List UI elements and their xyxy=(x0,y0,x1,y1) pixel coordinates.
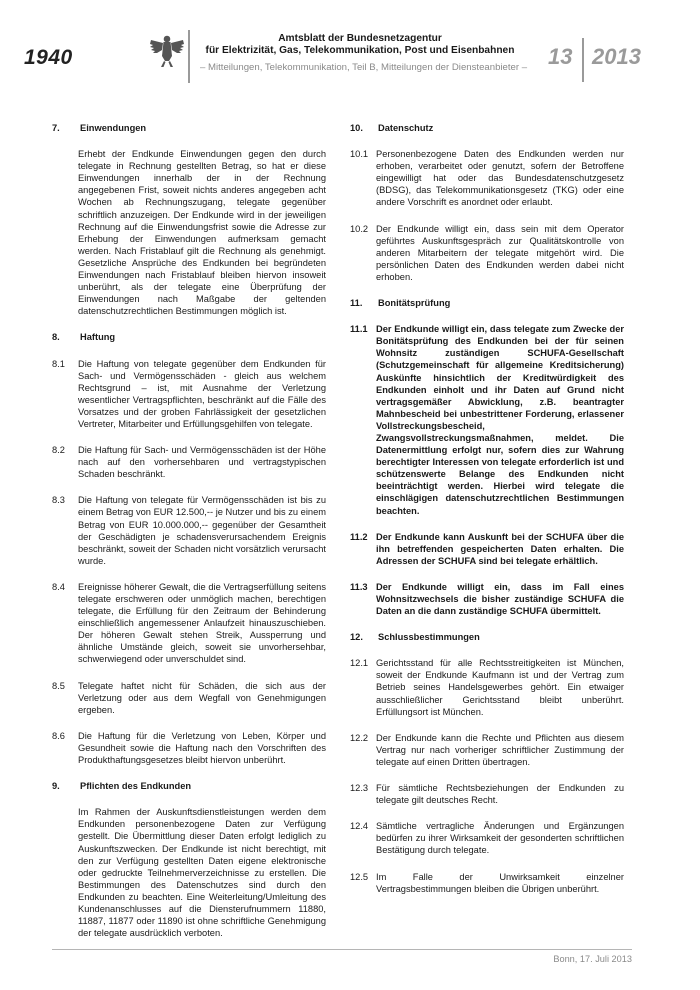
section-title: Einwendungen xyxy=(80,123,147,133)
clause-number: 12.2 xyxy=(350,732,369,743)
section-heading-bonitaetspruefung xyxy=(350,297,624,309)
clause-text: Die Haftung für die Verletzung von Leben, Körper und Gesundheit sowie die Haftung nach den Vorschriften des Produkthaftungsgesetzes bleibt hiervon unberührt. xyxy=(78,730,326,766)
clause-text: Der Endkunde kann die Rechte und Pflichten aus diesem Vertrag nur nach vorheriger schriftlicher Zustimmung der telegate auf einen Dritten übertragen. xyxy=(376,732,624,767)
section-body-pflichten: Im Rahmen der Auskunftsdienstleistungen werden dem Endkunden personenbezogene Daten zur Verfügung gestellt. Die Übermittlung dieser Daten erfolgt lediglich zu Auskunftszwecken. Der Endkunde ist nicht berechtigt, mit den zur Verfügung gestellten Daten eigene elektronische oder gedruckte Teilnehmerverzeichnisse zu erstellen. Die Bestimmungen des Datenschutzes sind durch den Endkunden zu beachten. Eine Weiterleitung/Umleitung des Kundenanschlusses auf die Diensterufnummern 11880, 11887, 11877 oder 11890 ist ohne schriftliche Genehmigung der telegate ausdrücklich verboten. xyxy=(78,807,326,939)
clause-12-5 xyxy=(350,871,624,895)
section-body-einwendungen: Erhebt der Endkunde Einwendungen gegen den durch telegate in Rechnung gestellten Betrag, so hat er diese Einwendungen innerhalb der in der Rechnung angegebenen Frist, soweit nichts anderes angegeben acht Wochen ab Rechnungszugang, telegate gegenüber schriftlich anzuzeigen. Der Endkunde wird in der jeweiligen Rechnung auf die Einwendungsfrist sowie die Adresse zur Erhebung der Einwendungen aufmerksam gemacht werden. Nach Fristablauf gilt die Rechnung als genehmigt. Gesetzliche Ansprüche des Endkunden bei begründeten Einwendungen nach Fristablauf bleiben hiervon insoweit unberührt, als der telegate eine Überprüfung der Einwendungen nach Maßgabe der geltenden datenschutzrechtlichen Bestimmungen möglich ist. xyxy=(78,149,326,317)
section-heading-pflichten xyxy=(52,780,326,792)
clause-12-4 xyxy=(350,820,624,856)
left-column xyxy=(52,122,326,953)
clause-number: 8.2 xyxy=(52,445,65,456)
clause-number: 12.5 xyxy=(350,871,369,882)
clause-text: Telegate haftet nicht für Schäden, die sich aus der Verletzung oder aus dem Wegfall von Genehmigungen ergeben. xyxy=(78,680,326,715)
clause-number: 8.4 xyxy=(52,581,65,592)
clause-text: Sämtliche vertragliche Änderungen und Ergänzungen bedürfen zu ihrer Wirksamkeit der gesonderten schriftlichen Bestätigung durch telegate. xyxy=(376,821,624,856)
footer-divider xyxy=(52,949,632,950)
clause-12-3 xyxy=(350,782,624,806)
clause-11-1 xyxy=(350,323,624,517)
gazette-subtitle: für Elektrizität, Gas, Telekommunikation, Post und Eisenbahnen xyxy=(205,45,515,56)
clause-text: Der Endkunde willigt ein, dass sein mit dem Operator geführtes Auskunftsgespräch zur Qualitätskontrolle von anderen Mitarbeitern der telegate mitgehört wird. Die persönlichen Daten des Endkunden werden dabei nicht erhoben. xyxy=(376,223,624,282)
section-number: 12. xyxy=(350,632,363,643)
clause-8-6 xyxy=(52,730,326,766)
clause-number: 11.2 xyxy=(350,531,368,542)
clause-number: 12.3 xyxy=(350,783,369,794)
clause-11-2 xyxy=(350,531,624,567)
clause-number: 10.1 xyxy=(350,149,369,160)
clause-8-3 xyxy=(52,494,326,567)
clause-number: 11.1 xyxy=(350,324,368,335)
clause-number: 12.4 xyxy=(350,821,369,832)
right-column xyxy=(350,122,624,909)
page-number: 1940 xyxy=(24,46,73,69)
issue-divider xyxy=(582,38,584,82)
clause-8-5 xyxy=(52,680,326,716)
clause-text: Die Haftung von telegate für Vermögensschäden ist bis zu einem Betrag von EUR 12.500,-- je Nutzer und bis zu einem Betrag von EUR 10.000.000,-- gegenüber der Gesamtheit der Geschädigten je schadensverursachendem Ereignis beschränkt, soweit der Schaden nicht vorsätzlich verursacht wurde. xyxy=(78,495,326,566)
federal-eagle-icon xyxy=(147,30,187,70)
clause-12-1 xyxy=(350,657,624,717)
clause-11-3 xyxy=(350,581,624,617)
section-title: Pflichten des Endkunden xyxy=(80,781,192,792)
clause-text: Gerichtsstand für alle Rechtsstreitigkeiten ist München, soweit der Endkunde Kaufmann ist und der Vertrag zum Betrieb seines Handelsgewerbes gehört. Ein etwaiger ausschließlicher Gerichtsstand bleibt unberührt. Erfüllungsort ist München. xyxy=(376,658,624,717)
clause-10-1 xyxy=(350,148,624,208)
clause-10-2 xyxy=(350,223,624,283)
clause-text: Der Endkunde kann Auskunft bei der SCHUFA über die ihn betreffenden gespeicherten Daten erhalten. Die Adressen der SCHUFA sind bei telegate erhältlich. xyxy=(376,531,624,566)
clause-text: Der Endkunde willigt ein, dass im Fall eines Wohnsitzwechsels die bisher zuständige SCHUFA die Daten an die dann zuständige SCHUFA übermittelt. xyxy=(376,581,624,617)
header-divider xyxy=(188,30,190,83)
clause-text: Personenbezogene Daten des Endkunden werden nur erhoben, verarbeitet oder genutzt, sofern der Betroffene eingewilligt hat oder das Bundesdatenschutzgesetz (BDSG), das Telekommunikationsgesetz (TKG) oder eine andere Vorschrift es anordnet oder erlaubt. xyxy=(376,149,624,208)
clause-number: 8.1 xyxy=(52,358,65,369)
clause-number: 12.1 xyxy=(350,658,369,669)
clause-text: Ereignisse höherer Gewalt, die die Vertragserfüllung seitens telegate erschweren oder unmöglich machen, berechtigen telegate, die Erfüllung für den Zeitraum der Behinderung einschließlich angemessener Anlaufzeit hinauszuschieben. Der höheren Gewalt stehen Streik, Aussperrung und ähnliche Umstände gleich, soweit sie unvorhersehbar, schwerwiegend oder unverschuldet sind. xyxy=(78,581,326,665)
gazette-title: Amtsblatt der Bundesnetzagentur xyxy=(278,33,442,44)
footer-date: Bonn, 17. Juli 2013 xyxy=(553,954,632,964)
clause-8-4 xyxy=(52,581,326,666)
section-number: 8. xyxy=(52,332,60,343)
clause-12-2 xyxy=(350,732,624,768)
section-heading-haftung xyxy=(52,331,326,343)
clause-8-1 xyxy=(52,358,326,431)
section-number: 9. xyxy=(52,781,60,792)
section-number: 11. xyxy=(350,298,363,309)
issue-number: 13 xyxy=(548,44,573,69)
clause-number: 8.5 xyxy=(52,680,65,691)
clause-number: 11.3 xyxy=(350,581,368,592)
clause-8-2 xyxy=(52,444,326,480)
clause-number: 10.2 xyxy=(350,223,369,234)
issue-year: 2013 xyxy=(592,44,641,69)
clause-text: Die Haftung von telegate gegenüber dem Endkunden für Sach- und Vermögensschäden - gleich aus welchem Rechtsgrund – ist, mit Ausnahme der Verletzung wesentlicher Vertragspflichten, beschränkt auf die Fälle des Vorsatzes und der groben Fahrlässigkeit der gesetzlichen Vertreter, Mitarbeiter und Erfüllungsgehilfen von telegate. xyxy=(78,358,326,429)
clause-text: Für sämtliche Rechtsbeziehungen der Endkunden zu telegate gilt deutsches Recht. xyxy=(376,783,624,806)
section-number: 10. xyxy=(350,123,363,133)
clause-text: Die Haftung für Sach- und Vermögensschäden ist der Höhe nach auf den vorhersehbaren und vertragstypischen Schaden beschränkt. xyxy=(78,445,326,480)
section-heading-schlussbestimmungen xyxy=(350,631,624,643)
section-heading-datenschutz xyxy=(350,122,624,134)
clause-number: 8.6 xyxy=(52,730,65,741)
clause-text: Im Falle der Unwirksamkeit einzelner Vertragsbestimmungen bleiben die Übrigen unberührt. xyxy=(376,871,624,894)
gazette-section-line: – Mitteilungen, Telekommunikation, Teil B, Mitteilungen der Diensteanbieter – xyxy=(200,62,528,73)
section-title: Bonitätsprüfung xyxy=(378,298,451,309)
section-title: Schlussbestimmungen xyxy=(378,632,480,643)
clause-text: Der Endkunde willigt ein, dass telegate zum Zwecke der Bonitätsprüfung des Endkunden bei der für seinen Wohnsitz zuständigen SCHUFA-Gesellschaft (Schutzgemeinschaft für allgemeine Kreditsicherung) Auskünfte hinsichtlich der Kreditwürdigkeit des Endkunden einholt und ihr Daten auf Grund nicht vertragsgemäßer Abwicklung, z.B. beantragter Mahnbescheid bei unbestrittener Forderung, erlassener Vollstreckungsbescheid, Zwangsvollstreckungsmaßnahmen, meldet. Die Datenermittlung erfolgt nur, sofern dies zur Wahrung berechtigter Interessen von telegate erforderlich ist und schützenswerte Belange des Endkunden nicht beeinträchtigt werden. Hierbei wird telegate die einschlägigen datenschutzrechtlichen Bestimmungen beachten. xyxy=(376,324,624,516)
section-title: Datenschutz xyxy=(378,123,434,133)
section-number: 7. xyxy=(52,123,60,133)
section-heading-einwendungen xyxy=(52,122,326,134)
section-title: Haftung xyxy=(80,332,116,343)
clause-number: 8.3 xyxy=(52,495,65,506)
